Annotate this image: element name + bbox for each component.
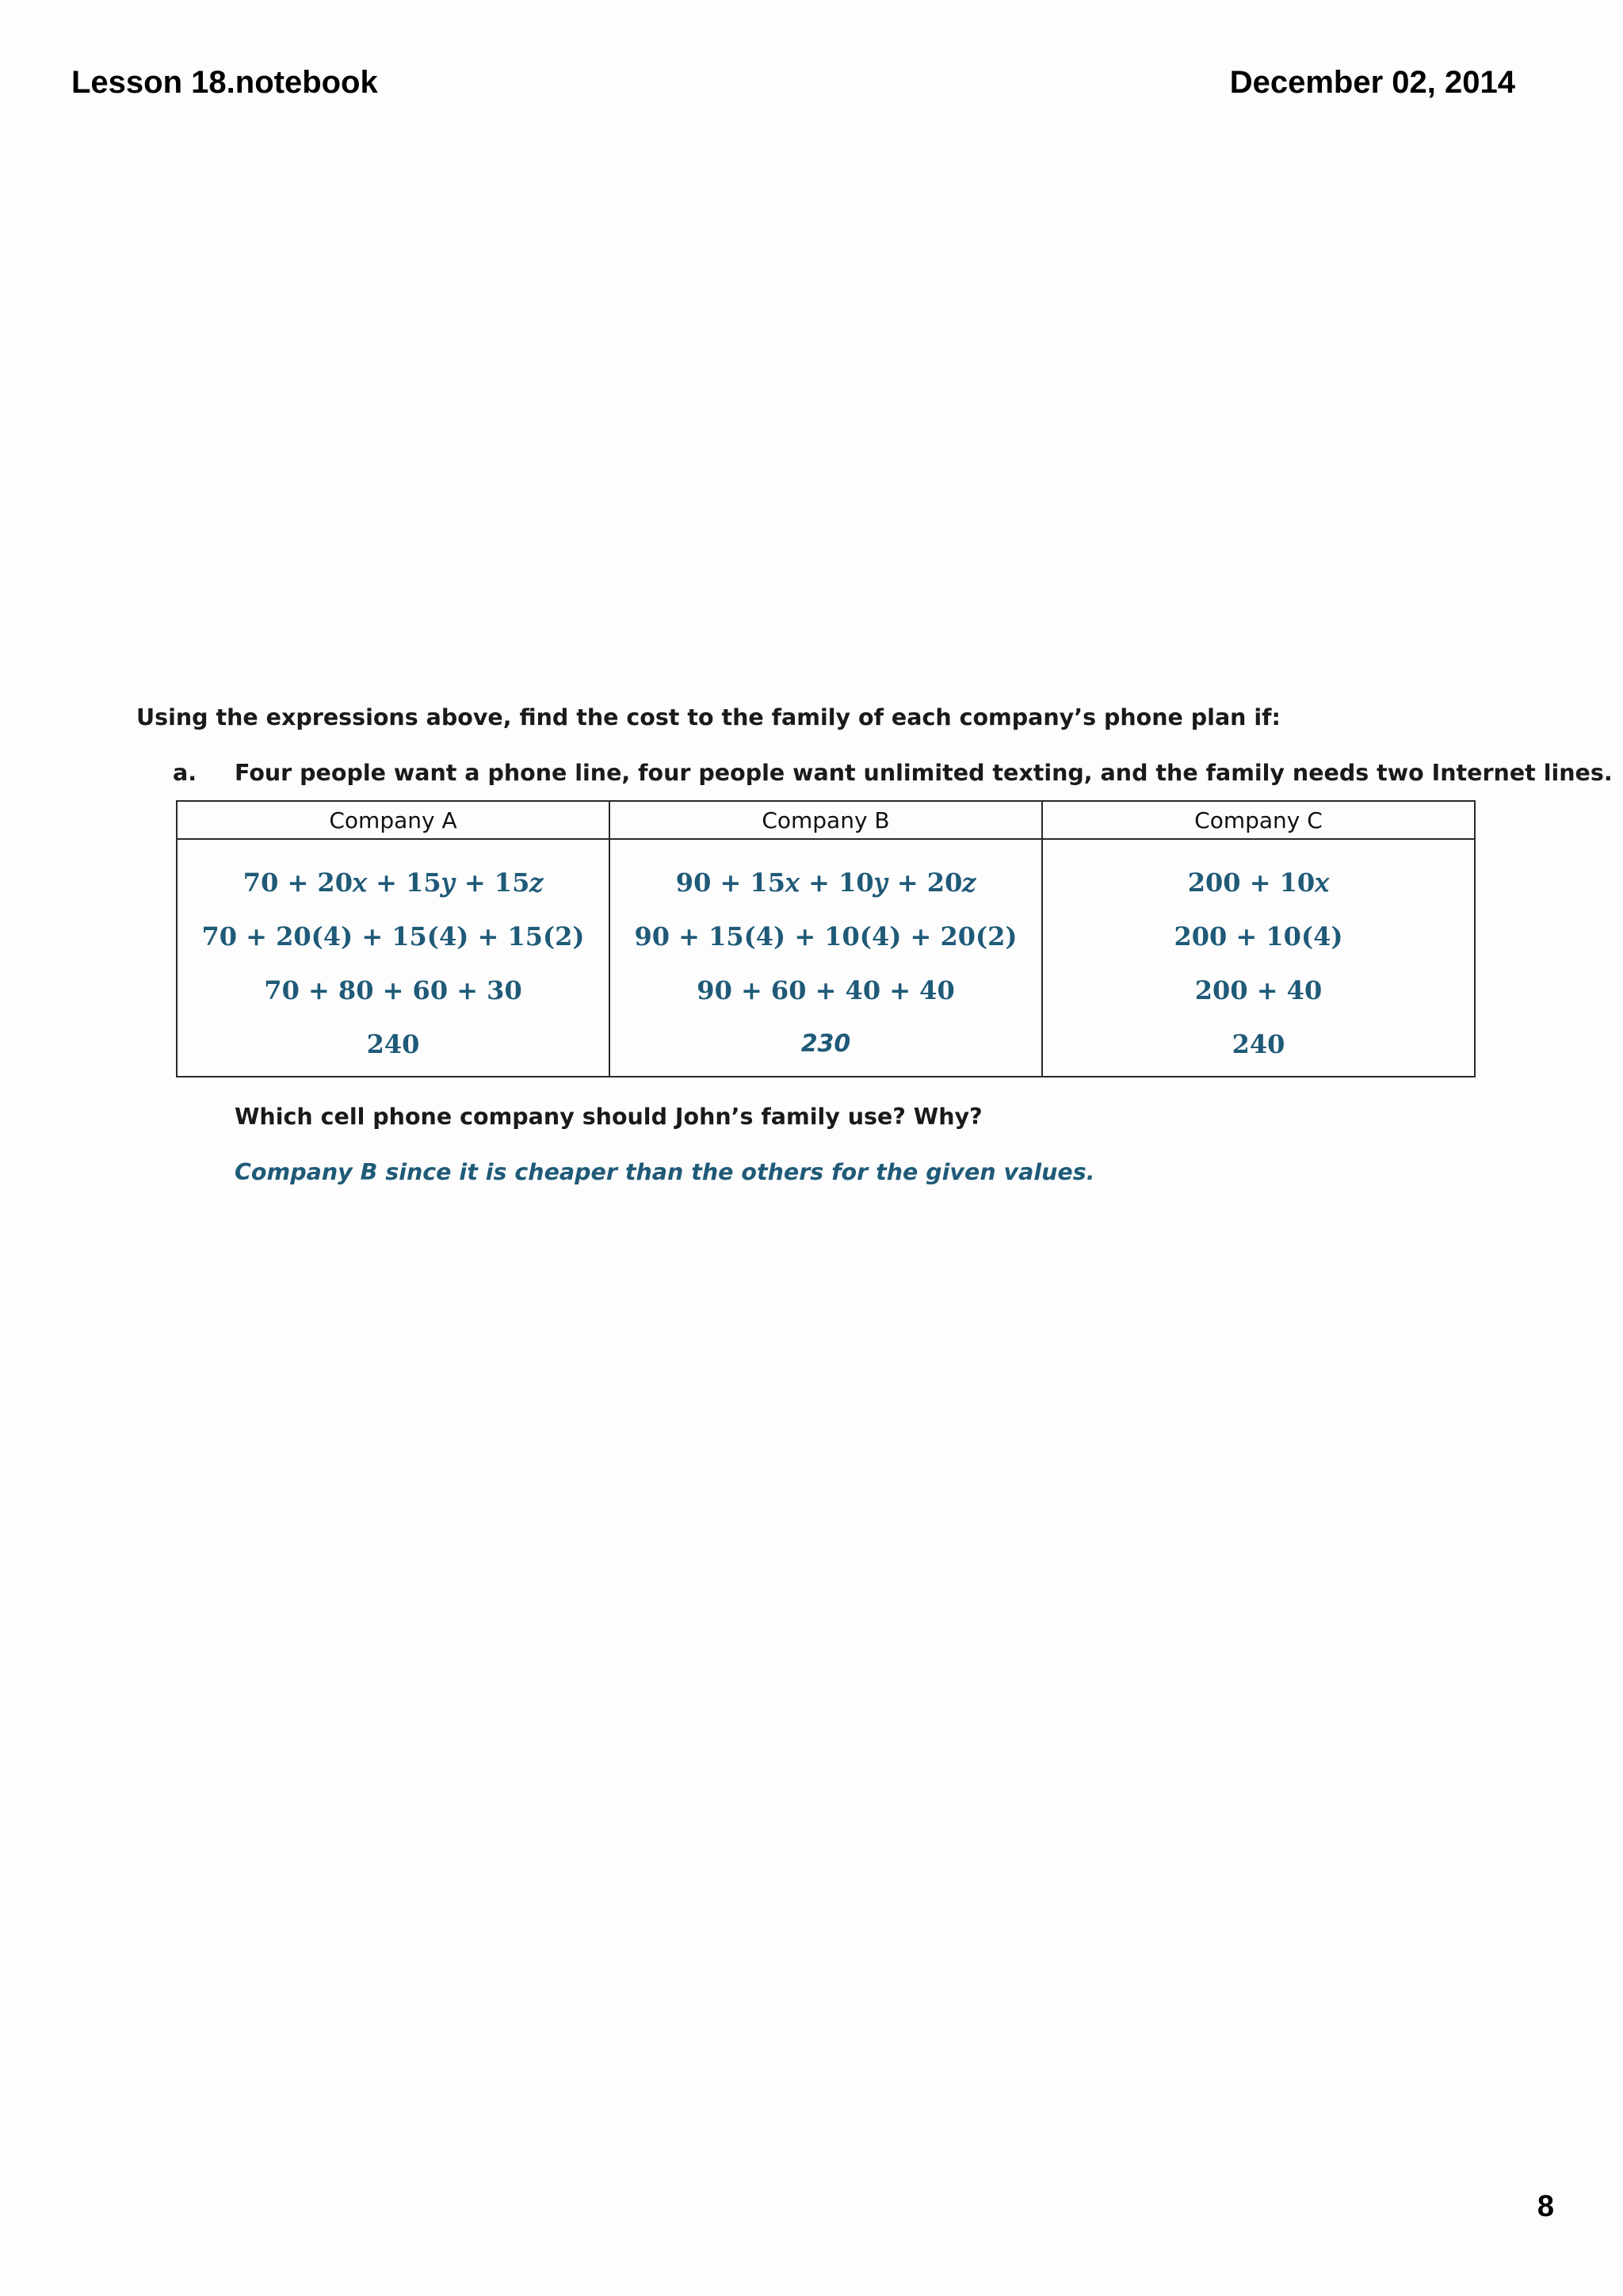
page-date: December 02, 2014 bbox=[1229, 65, 1515, 100]
column-header-company-b: Company B bbox=[609, 801, 1042, 839]
substitution-line: 200 + 10(4) bbox=[1174, 921, 1343, 952]
part-letter: a. bbox=[173, 760, 197, 786]
company-b-work bbox=[609, 839, 1042, 1077]
page-number: 8 bbox=[1537, 2190, 1554, 2223]
product-line: 70 + 80 + 60 + 30 bbox=[264, 975, 522, 1005]
total-cost: 240 bbox=[1232, 1029, 1285, 1059]
part-a-prompt: Four people want a phone line, four people want unlimited texting, and the family needs two Internet lines. bbox=[235, 760, 1613, 786]
follow-up-question: Which cell phone company should John’s family use? Why? bbox=[235, 1104, 983, 1130]
expression-line: 70 + 20𝑥 + 15𝑦 + 15𝑧 bbox=[242, 868, 544, 898]
table-header-row bbox=[177, 801, 1475, 839]
cost-comparison-table bbox=[176, 800, 1476, 1077]
substitution-line: 90 + 15(4) + 10(4) + 20(2) bbox=[634, 921, 1018, 952]
expression-line: 90 + 15𝑥 + 10𝑦 + 20𝑧 bbox=[675, 868, 976, 898]
notebook-title: Lesson 18.notebook bbox=[71, 65, 378, 100]
answer-text: Company B since it is cheaper than the others for the given values. bbox=[235, 1159, 1095, 1185]
intro-instruction: Using the expressions above, find the cost to the family of each company’s phone plan if: bbox=[136, 704, 1281, 730]
company-a-work bbox=[177, 839, 609, 1077]
column-header-company-a: Company A bbox=[177, 801, 609, 839]
total-cost: 230 bbox=[800, 1030, 851, 1058]
substitution-line: 70 + 20(4) + 15(4) + 15(2) bbox=[201, 921, 585, 952]
table-row bbox=[177, 839, 1475, 1077]
column-header-company-c: Company C bbox=[1042, 801, 1475, 839]
product-line: 90 + 60 + 40 + 40 bbox=[697, 975, 955, 1005]
total-cost: 240 bbox=[366, 1029, 420, 1059]
product-line: 200 + 40 bbox=[1194, 975, 1323, 1005]
expression-line: 200 + 10𝑥 bbox=[1187, 868, 1330, 898]
company-c-work bbox=[1042, 839, 1475, 1077]
